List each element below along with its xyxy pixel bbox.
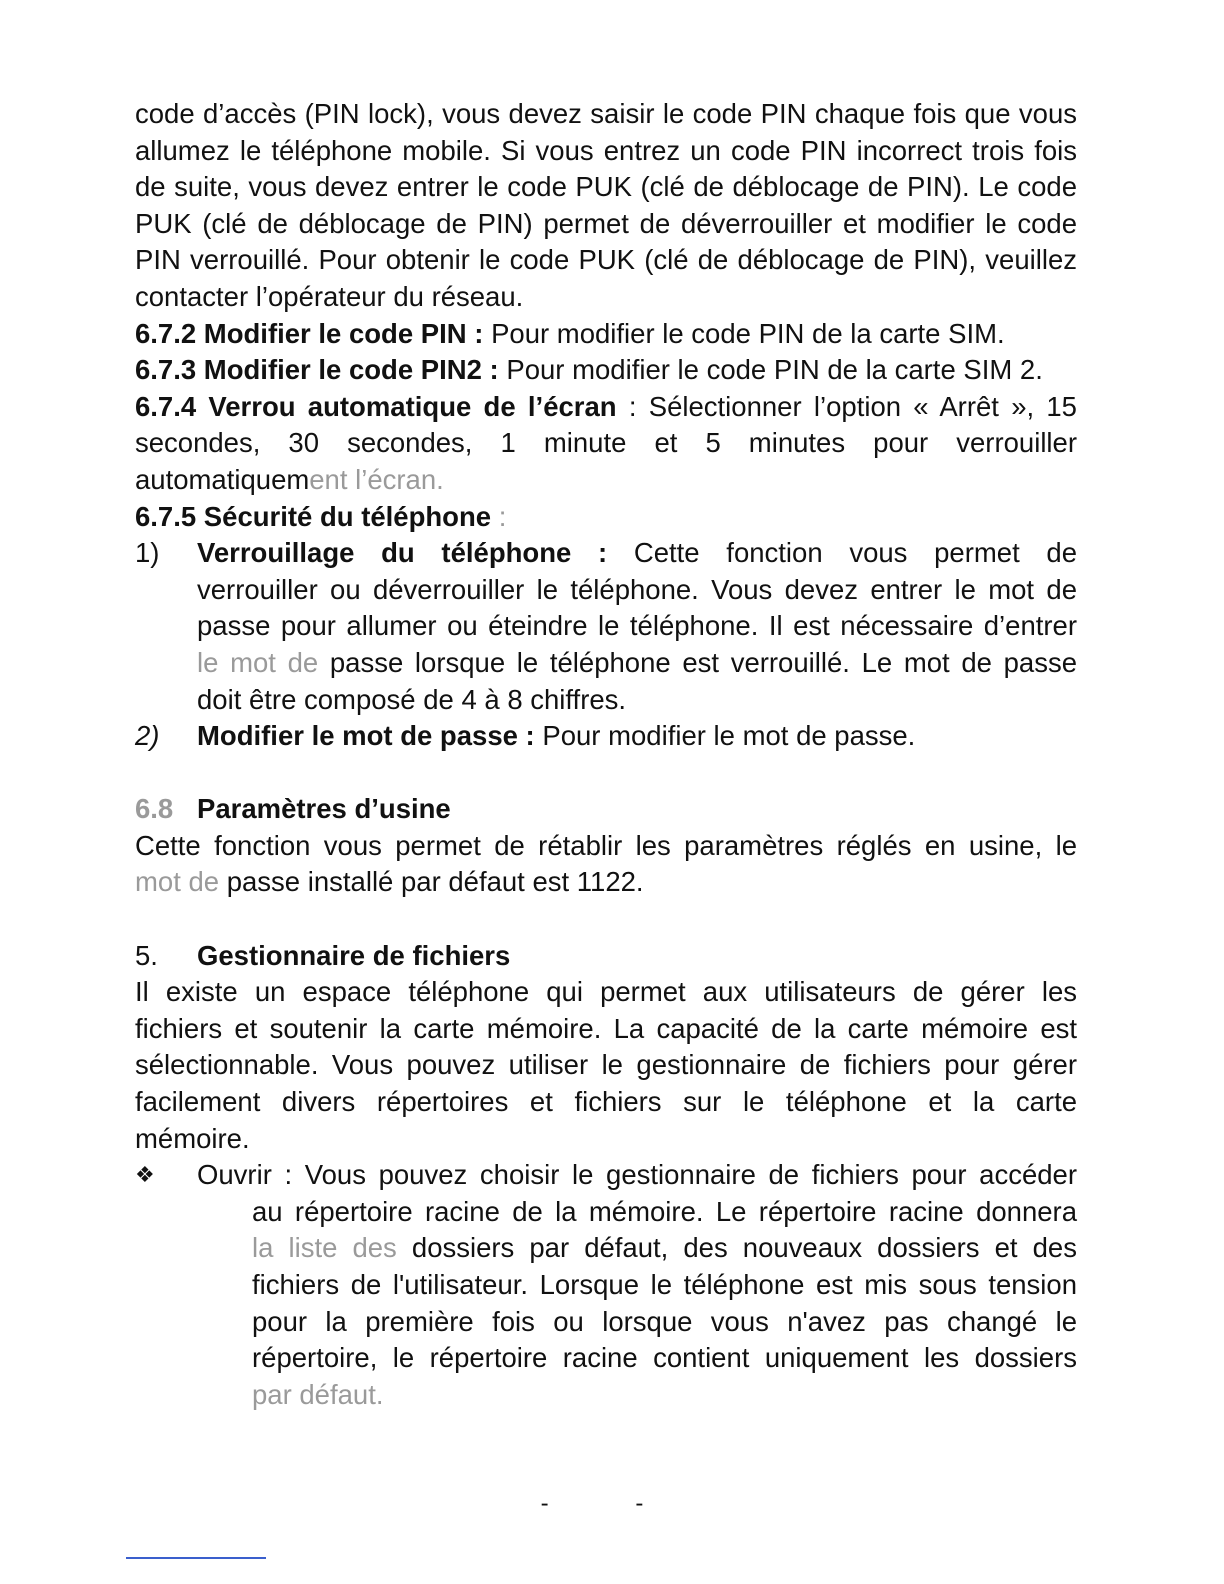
paragraph-line: Il existe un espace téléphone qui permet aux utilisateurs de gérer les — [135, 976, 1077, 1008]
bullet-text: dossiers par défaut, des nouveaux dossiers et des — [396, 1232, 1077, 1264]
section-6-7-5 — [135, 499, 1077, 536]
paragraph-line: Ouvrir : Vous pouvez choisir le gestionnaire de fichiers pour accéder — [197, 1159, 1077, 1191]
paragraph-line: mémoire. — [135, 1122, 250, 1154]
section-text: Pour modifier le code PIN de la carte SIM. — [483, 317, 1005, 349]
paragraph-line: de suite, vous devez entrer le code PUK (clé de déblocage de PIN). Le code — [135, 171, 1077, 203]
spacer — [135, 901, 1077, 938]
section-heading: 6.7.5 Sécurité du téléphone — [135, 500, 492, 532]
paragraph-line: secondes, 30 secondes, 1 minute et 5 minutes pour verrouiller — [135, 427, 1077, 459]
paragraph-line: sélectionnable. Vous pouvez utiliser le gestionnaire de fichiers pour gérer — [135, 1049, 1077, 1081]
paragraph-line — [135, 389, 1077, 426]
faded-text: mot de — [135, 866, 220, 898]
section-heading: 6.7.4 Verrou automatique de l’écran — [135, 390, 617, 422]
section-text: automatiquem — [135, 463, 310, 495]
paragraph-line — [135, 864, 1077, 901]
paragraph-line: PUK (clé de déblocage de PIN) permet de déverrouiller et modifier le code — [135, 207, 1077, 239]
list-item-body — [197, 535, 1077, 718]
paragraph-line: facilement divers répertoires et fichiers sur le téléphone et la carte — [135, 1086, 1077, 1118]
item-heading: Modifier le mot de passe : — [197, 720, 535, 752]
paragraph-line: code d’accès (PIN lock), vous devez saisir le code PIN chaque fois que vous — [135, 98, 1077, 129]
bullet-continuation — [252, 1194, 1077, 1414]
section-6-7-3 — [135, 352, 1077, 389]
paragraph-line: fichiers et soutenir la carte mémoire. La capacité de la carte mémoire est — [135, 1012, 1077, 1044]
paragraph-line: PIN verrouillé. Pour obtenir le code PUK (clé de déblocage de PIN), veuillez — [135, 244, 1077, 276]
paragraph-line: allumez le téléphone mobile. Si vous entrez un code PIN incorrect trois fois — [135, 134, 1077, 166]
paragraph-line — [197, 535, 1077, 572]
intro-paragraph — [135, 96, 1077, 316]
bullet-first-line — [135, 1157, 1077, 1194]
faded-text: la liste des — [252, 1232, 397, 1264]
section-text: passe installé par défaut est 1122. — [219, 866, 644, 898]
faded-text: ent l’écran. — [309, 463, 444, 495]
footnote-divider — [126, 1557, 266, 1559]
paragraph-line — [135, 462, 1077, 499]
bullet-item-ouvrir — [135, 1157, 1077, 1413]
list-number: 1) — [135, 537, 160, 569]
item-text: Pour modifier le mot de passe. — [534, 720, 916, 752]
paragraph-line — [197, 718, 1077, 755]
section-number: 6.8 — [135, 793, 174, 825]
section-title: Gestionnaire de fichiers — [197, 939, 511, 971]
section-title: Paramètres d’usine — [197, 793, 451, 825]
diamond-bullet-icon: ❖ — [135, 1162, 155, 1188]
faded-text: : — [491, 500, 507, 532]
paragraph-line: fichiers de l'utilisateur. Lorsque le téléphone est mis sous tension — [252, 1269, 1077, 1300]
paragraph-line: pour la première fois ou lorsque vous n'avez pas changé le — [252, 1305, 1077, 1337]
paragraph-line: Cette fonction vous permet de rétablir les paramètres réglés en usine, le — [135, 829, 1077, 861]
section-6-8-heading — [135, 791, 1077, 828]
list-item-2 — [135, 718, 1077, 755]
section-5-paragraph — [135, 974, 1077, 1157]
item-text: passe lorsque le téléphone est verrouillé. Le mot de passe — [318, 646, 1077, 678]
spacer — [135, 755, 1077, 792]
section-text: : Sélectionner l’option « Arrêt », 15 — [616, 390, 1077, 422]
section-heading: 6.7.3 Modifier le code PIN2 : — [135, 354, 499, 386]
list-item-1 — [135, 535, 1077, 718]
paragraph-line: verrouiller ou déverrouiller le téléphone. Vous devez entrer le mot de — [197, 573, 1077, 605]
section-6-7-4 — [135, 389, 1077, 499]
paragraph-line: au répertoire racine de la mémoire. Le répertoire racine donnera — [252, 1195, 1077, 1227]
item-text: Cette fonction vous permet de — [607, 537, 1077, 569]
section-number: 5. — [135, 939, 158, 971]
section-text: Pour modifier le code PIN de la carte SIM 2. — [498, 354, 1043, 386]
item-heading: Verrouillage du téléphone : — [197, 537, 608, 569]
section-heading: 6.7.2 Modifier le code PIN : — [135, 317, 484, 349]
page-number-marks: - - — [540, 1490, 684, 1517]
page-content — [135, 96, 1077, 1413]
paragraph-line: passe pour allumer ou éteindre le téléphone. Il est nécessaire d’entrer — [197, 610, 1077, 642]
faded-text: le mot de — [197, 646, 319, 678]
paragraph-line — [197, 645, 1077, 682]
paragraph-line: doit être composé de 4 à 8 chiffres. — [197, 683, 627, 715]
list-number: 2) — [135, 720, 160, 752]
paragraph-line: contacter l’opérateur du réseau. — [135, 280, 524, 312]
paragraph-line: répertoire, le répertoire racine contient uniquement les dossiers — [252, 1342, 1077, 1374]
faded-text: par défaut. — [252, 1378, 384, 1410]
section-6-7-2 — [135, 316, 1077, 353]
section-5-heading — [135, 938, 1077, 975]
paragraph-line — [252, 1230, 1077, 1267]
